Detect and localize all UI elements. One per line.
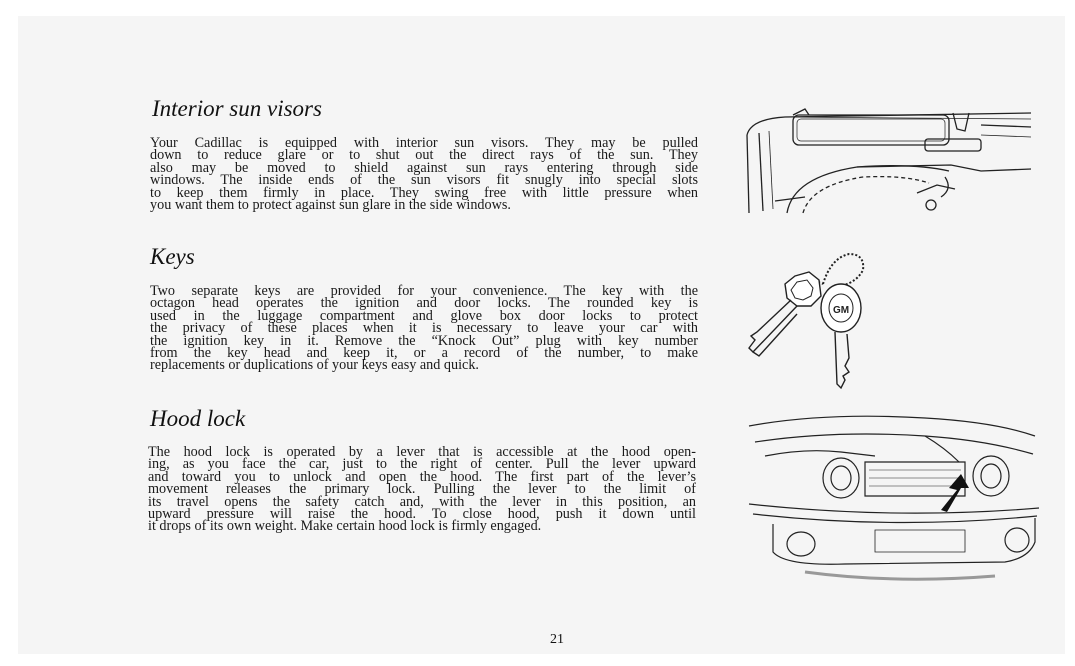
text-line: from the key head and keep it, or a record of the number, to make <box>150 345 698 362</box>
text-line: down to reduce glare or to shut out the direct rays of the sun. They <box>150 147 698 164</box>
text-line: its travel opens the safety catch and, with the lever in this position, an <box>148 493 696 510</box>
paragraph-sun-visors <box>150 135 698 214</box>
text-line: replacements or duplications of your keys easy and quick. <box>150 357 479 374</box>
text-line: used in the luggage compartment and glove box door locks to protect <box>150 307 698 324</box>
text-line: Two separate keys are provided for your convenience. The key with the <box>150 283 698 299</box>
text-line: ing, as you face the car, just to the right of center. Pull the lever upward <box>148 456 696 473</box>
keys-illustration <box>745 248 875 390</box>
text-line: movement releases the primary lock. Pulling the lever to the limit of <box>148 481 696 498</box>
text-line: also may be moved to shield against sun rays entering through side <box>150 159 698 176</box>
text-line: the privacy of these places when it is necessary to leave your car with <box>150 320 698 337</box>
section-title-hood-lock: Hood lock <box>150 406 246 431</box>
page-number: 21 <box>550 632 564 647</box>
text-line: Your Cadillac is equipped with interior sun visors. They may be pulled <box>150 135 698 151</box>
sun-visor-illustration <box>745 105 1035 217</box>
text-line: octagon head operates the ignition and door locks. The rounded key is <box>150 295 698 312</box>
paragraph-hood-lock <box>148 446 696 533</box>
text-line: windows. The inside ends of the sun visors fit snugly into special slots <box>150 172 698 189</box>
section-title-sun-visors: Interior sun visors <box>152 96 322 121</box>
hood-lock-illustration <box>745 412 1045 584</box>
paragraph-keys <box>150 285 698 372</box>
text-line: it drops of its own weight. Make certain hood lock is firmly engaged. <box>148 518 542 535</box>
key-badge-text: GM <box>832 305 850 316</box>
text-line: to keep them firmly in place. They swing free with little pressure when <box>150 184 698 201</box>
text-line: upward pressure will raise the hood. To close hood, push it down until <box>148 506 696 523</box>
text-line: and toward you to unlock and open the hood. The first part of the lever’s <box>148 468 696 485</box>
text-line: The hood lock is operated by a lever that is accessible at the hood open- <box>148 444 696 460</box>
text-line: you want them to protect against sun glare in the side windows. <box>150 197 511 214</box>
text-line: the ignition key in it. Remove the “Knock Out” plug with key number <box>150 332 698 349</box>
section-title-keys: Keys <box>150 244 195 269</box>
